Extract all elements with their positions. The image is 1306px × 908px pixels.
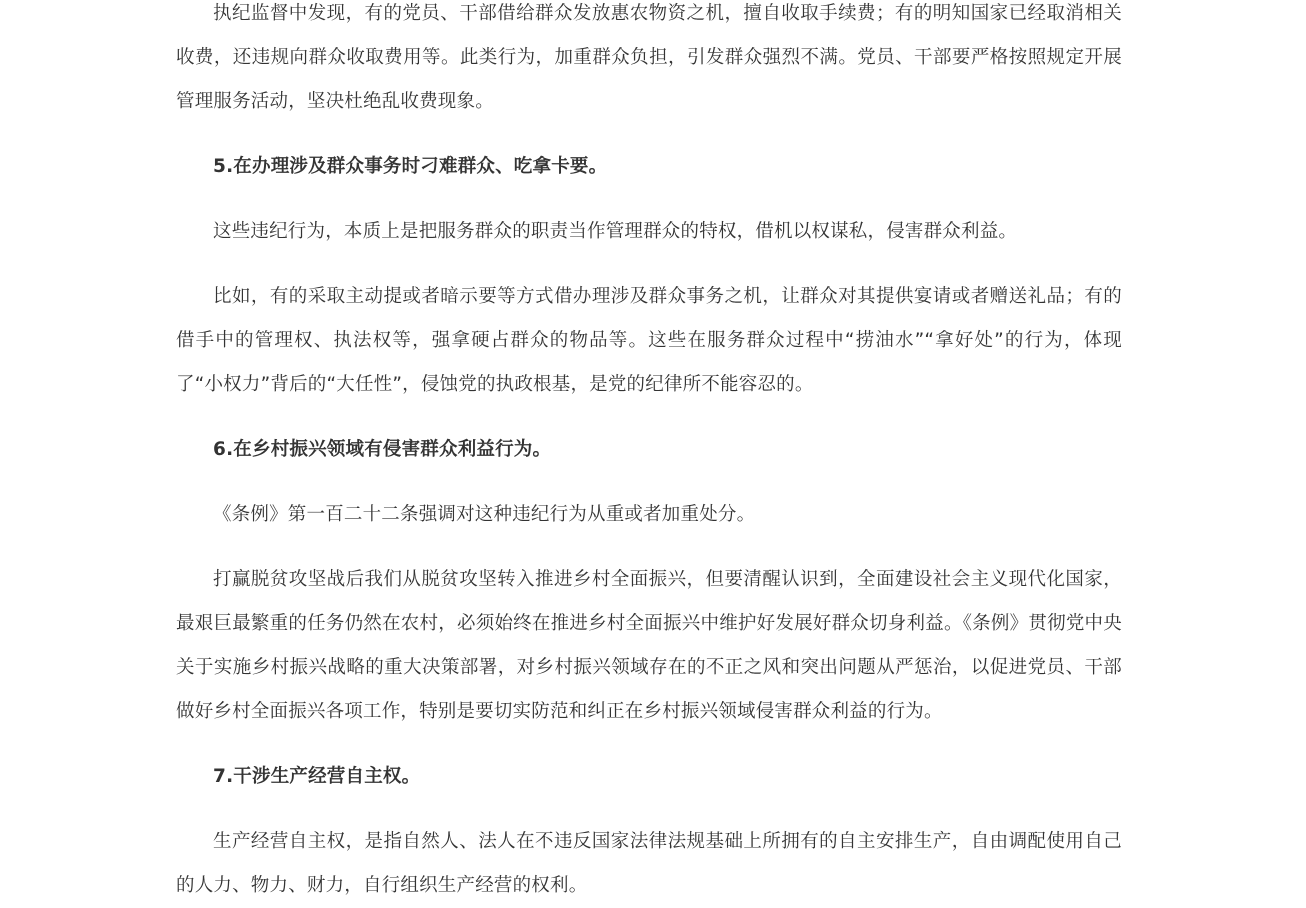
article-paragraph: 执纪监督中发现，有的党员、干部借给群众发放惠农物资之机，擅自收取手续费；有的明知国家已经取消相关收费，还违规向群众收取费用等。此类行为，加重群众负担，引发群众强烈不满。党员、干部要严格按照规定开展管理服务活动，坚决杜绝乱收费现象。: [176, 3, 1122, 112]
article-paragraph: 《条例》第一百二十二条强调对这种违纪行为从重或者加重处分。: [213, 504, 756, 525]
section-heading-5: 5.在办理涉及群众事务时刁难群众、吃拿卡要。: [213, 156, 608, 177]
article-paragraph: 比如，有的采取主动提或者暗示要等方式借办理涉及群众事务之机，让群众对其提供宴请或者赠送礼品；有的借手中的管理权、执法权等，强拿硬占群众的物品等。这些在服务群众过程中“捞油水”“拿好处”的行为，体现了“小权力”背后的“大任性”，侵蚀党的执政根基，是党的纪律所不能容忍的。: [176, 286, 1122, 395]
article-paragraph: 打赢脱贫攻坚战后我们从脱贫攻坚转入推进乡村全面振兴，但要清醒认识到，全面建设社会主义现代化国家，最艰巨最繁重的任务仍然在农村，必须始终在推进乡村全面振兴中维护好发展好群众切身利益。《条例》贯彻党中央关于实施乡村振兴战略的重大决策部署，对乡村振兴领域存在的不正之风和突出问题从严惩治，以促进党员、干部做好乡村全面振兴各项工作，特别是要切实防范和纠正在乡村振兴领域侵害群众利益的行为。: [176, 569, 1122, 722]
article-body: [176, 0, 1122, 908]
section-heading-6: 6.在乡村振兴领域有侵害群众利益行为。: [213, 439, 552, 460]
article-paragraph: 这些违纪行为，本质上是把服务群众的职责当作管理群众的特权，借机以权谋私，侵害群众利益。: [213, 221, 1018, 242]
article-paragraph: 生产经营自主权，是指自然人、法人在不违反国家法律法规基础上所拥有的自主安排生产，自由调配使用自己的人力、物力、财力，自行组织生产经营的权利。: [176, 831, 1122, 896]
section-heading-7: 7.干涉生产经营自主权。: [213, 766, 421, 787]
